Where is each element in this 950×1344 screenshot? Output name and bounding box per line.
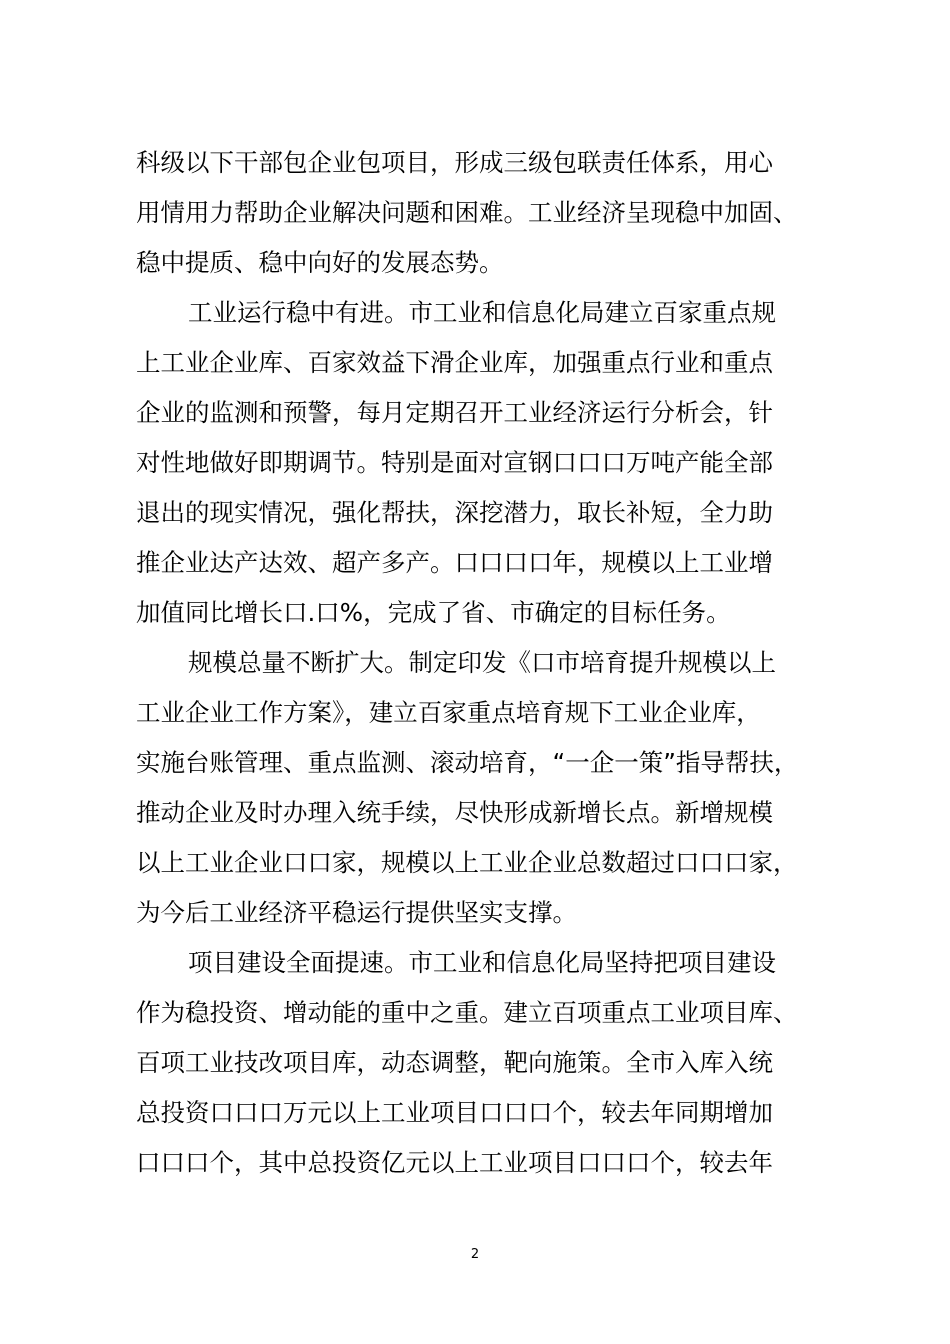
text-line: 退出的现实情况，强化帮扶，深挖潜力，取长补短，全力助 [136, 498, 773, 527]
text-line: 实施台账管理、重点监测、滚动培育，“一企一策”指导帮扶， [136, 748, 799, 777]
page-number: 2 [470, 1247, 480, 1262]
paragraph-4 [136, 938, 836, 1188]
text-line: 工业运行稳中有进。市工业和信息化局建立百家重点规 [188, 298, 776, 327]
text-line: 百项工业技改项目库，动态调整，靶向施策。全市入库入统 [136, 1048, 773, 1077]
paragraph-2 [136, 288, 836, 638]
text-line: 用情用力帮助企业解决问题和困难。工业经济呈现稳中加固、 [136, 198, 798, 227]
paragraph-3 [136, 638, 836, 938]
text-line: 作为稳投资、增动能的重中之重。建立百项重点工业项目库、 [136, 998, 798, 1027]
paragraph-1 [136, 138, 836, 288]
text-line: 总投资口口口万元以上工业项目口口口个，较去年同期增加 [136, 1098, 773, 1127]
text-line: 对性地做好即期调节。特别是面对宣钢口口口万吨产能全部 [136, 448, 773, 477]
text-line: 加值同比增长口.口%，完成了省、市确定的目标任务。 [136, 598, 731, 627]
text-line: 企业的监测和预警，每月定期召开工业经济运行分析会，针 [136, 398, 773, 427]
text-line: 为今后工业经济平稳运行提供坚实支撑。 [136, 898, 577, 927]
text-line: 稳中提质、稳中向好的发展态势。 [136, 248, 504, 277]
body-text [136, 138, 836, 1188]
text-line: 以上工业企业口口家，规模以上工业企业总数超过口口口家， [136, 848, 798, 877]
text-line: 口口口个，其中总投资亿元以上工业项目口口口个，较去年 [136, 1148, 773, 1177]
text-line: 科级以下干部包企业包项目，形成三级包联责任体系，用心 [136, 148, 773, 177]
text-line: 推动企业及时办理入统手续，尽快形成新增长点。新增规模 [136, 798, 773, 827]
text-line: 项目建设全面提速。市工业和信息化局坚持把项目建设 [188, 948, 776, 977]
text-line: 推企业达产达效、超产多产。口口口口年，规模以上工业增 [136, 548, 773, 577]
text-line: 规模总量不断扩大。制定印发《口市培育提升规模以上 [188, 648, 776, 677]
text-line: 工业企业工作方案》，建立百家重点培育规下工业企业库， [136, 698, 761, 727]
text-line: 上工业企业库、百家效益下滑企业库，加强重点行业和重点 [136, 348, 773, 377]
